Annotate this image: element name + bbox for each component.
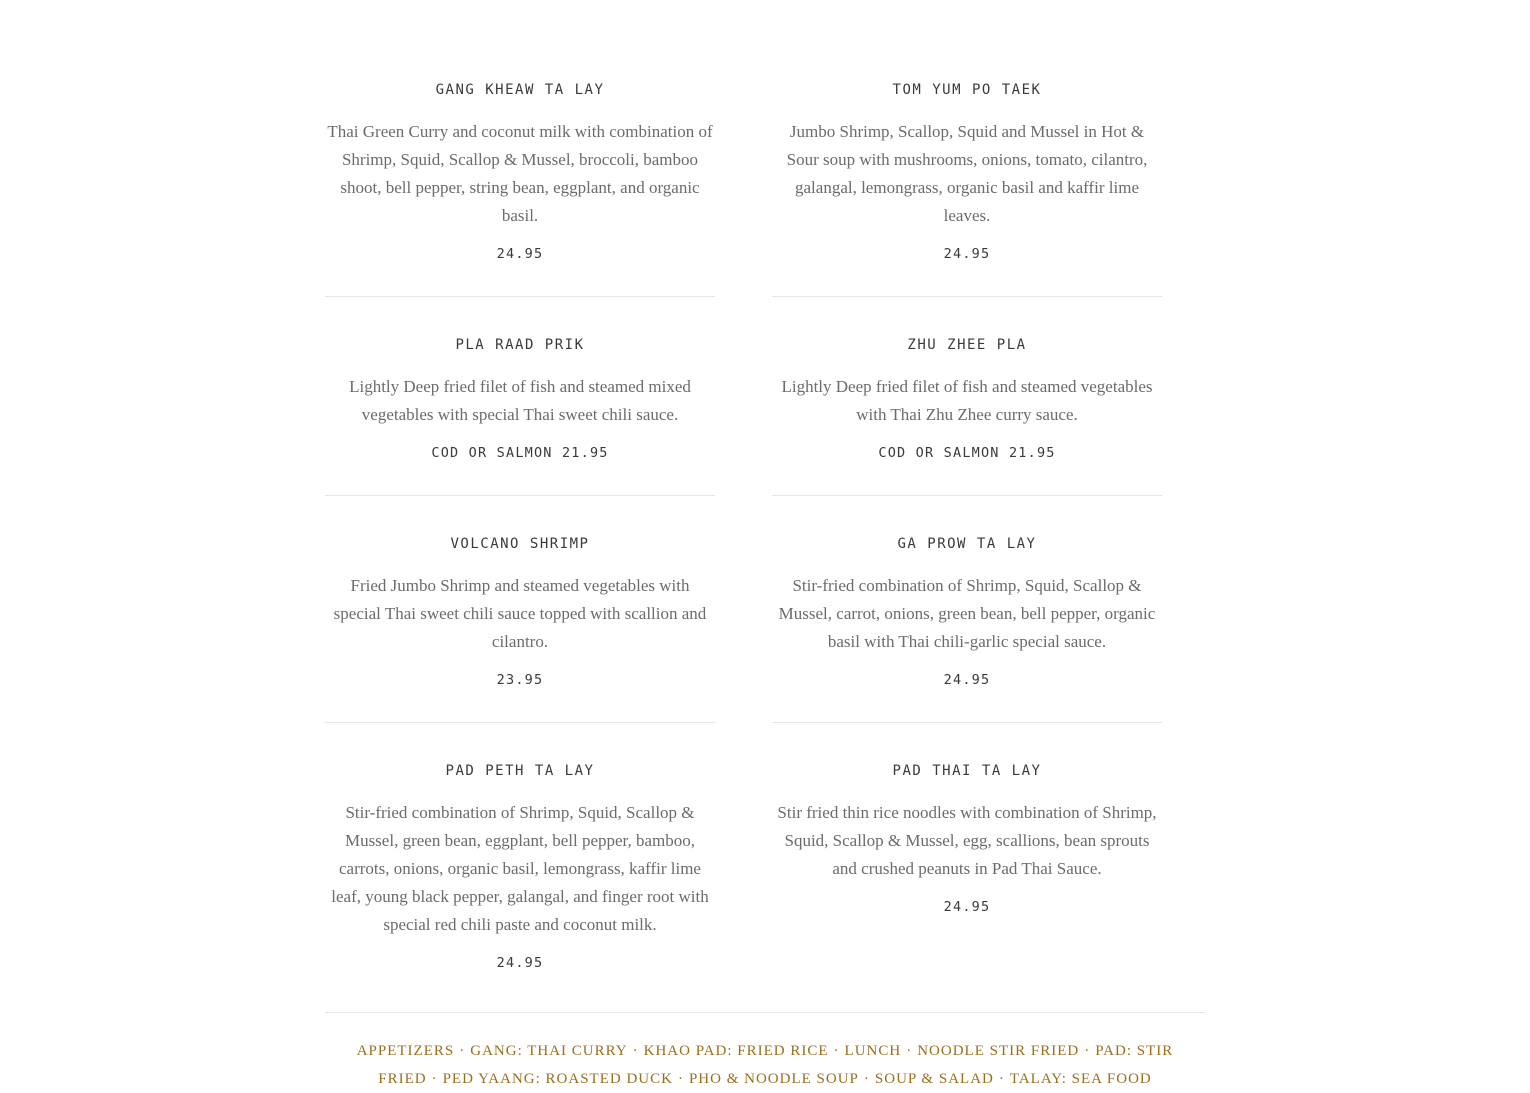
item-name: PLA RAAD PRIK [455,337,585,353]
nav-link-sea-food[interactable]: TALAY: SEA FOOD [1009,1071,1152,1087]
item-name: PAD THAI TA LAY [892,763,1042,779]
nav-separator: · [431,1071,438,1087]
item-price: 24.95 [943,246,991,262]
item-price: 24.95 [943,899,991,915]
item-name: TOM YUM PO TAEK [892,82,1042,98]
nav-link-stir-fried[interactable]: PAD: STIR FRIED [378,1043,1174,1087]
nav-separator: · [998,1071,1005,1087]
item-price: 24.95 [943,672,991,688]
menu-item [325,526,715,723]
item-price: COD OR SALMON 21.95 [431,445,609,461]
item-description: Stir-fried combination of Shrimp, Squid, Scallop & Mussel, carrot, onions, green bean, bell pepper, organic basil with Thai chili-garlic special sauce. [778,576,1156,651]
menu-item [325,327,715,496]
item-price: 24.95 [496,955,544,971]
menu-item [772,753,1162,1005]
item-name: VOLCANO SHRIMP [450,536,590,552]
item-description: Stir fried thin rice noodles with combination of Shrimp, Squid, Scallop & Mussel, egg, scallions, bean sprouts and crushed peanuts in Pad Thai Sauce. [777,803,1157,878]
category-nav [325,1037,1205,1093]
item-name: GANG KHEAW TA LAY [435,82,605,98]
nav-separator: · [1084,1043,1091,1059]
menu-grid [325,72,1162,1035]
item-name: GA PROW TA LAY [897,536,1037,552]
nav-link-lunch[interactable]: LUNCH [844,1043,902,1059]
menu-item [772,327,1162,496]
nav-separator: · [906,1043,913,1059]
item-name: ZHU ZHEE PLA [907,337,1027,353]
nav-link-appetizers[interactable]: APPETIZERS [356,1043,455,1059]
item-description: Thai Green Curry and coconut milk with combination of Shrimp, Squid, Scallop & Mussel, broccoli, bamboo shoot, bell pepper, string bean, eggplant, and organic basil. [327,122,713,225]
nav-link-soup-salad[interactable]: SOUP & SALAD [874,1071,994,1087]
nav-link-pho-noodle-soup[interactable]: PHO & NOODLE SOUP [688,1071,859,1087]
menu-item [772,526,1162,723]
item-price: 23.95 [496,672,544,688]
nav-separator: · [677,1071,684,1087]
nav-link-noodle-stir-fried[interactable]: NOODLE STIR FRIED [917,1043,1080,1059]
nav-separator: · [833,1043,840,1059]
footer-divider [325,1012,1205,1013]
nav-link-fried-rice[interactable]: KHAO PAD: FRIED RICE [643,1043,829,1059]
item-description: Lightly Deep fried filet of fish and steamed mixed vegetables with special Thai sweet chili sauce. [349,377,691,424]
nav-link-thai-curry[interactable]: GANG: THAI CURRY [470,1043,628,1059]
menu-item [325,753,715,1005]
menu-item [325,72,715,297]
item-price: COD OR SALMON 21.95 [878,445,1056,461]
nav-separator: · [632,1043,639,1059]
item-description: Lightly Deep fried filet of fish and steamed vegetables with Thai Zhu Zhee curry sauce. [781,377,1153,424]
nav-link-roasted-duck[interactable]: PED YAANG: ROASTED DUCK [442,1071,673,1087]
menu-item [772,72,1162,297]
item-description: Jumbo Shrimp, Scallop, Squid and Mussel in Hot & Sour soup with mushrooms, onions, tomato, cilantro, galangal, lemongrass, organic basil and kaffir lime leaves. [786,122,1148,225]
item-description: Stir-fried combination of Shrimp, Squid, Scallop & Mussel, green bean, eggplant, bell pepper, bamboo, carrots, onions, organic basil, lemongrass, kaffir lime leaf, young black pepper, galangal, and finger root with special red chili paste and coconut milk. [331,803,709,934]
item-price: 24.95 [496,246,544,262]
item-name: PAD PETH TA LAY [445,763,595,779]
item-description: Fried Jumbo Shrimp and steamed vegetables with special Thai sweet chili sauce topped with scallion and cilantro. [333,576,707,651]
nav-separator: · [459,1043,466,1059]
nav-separator: · [863,1071,870,1087]
